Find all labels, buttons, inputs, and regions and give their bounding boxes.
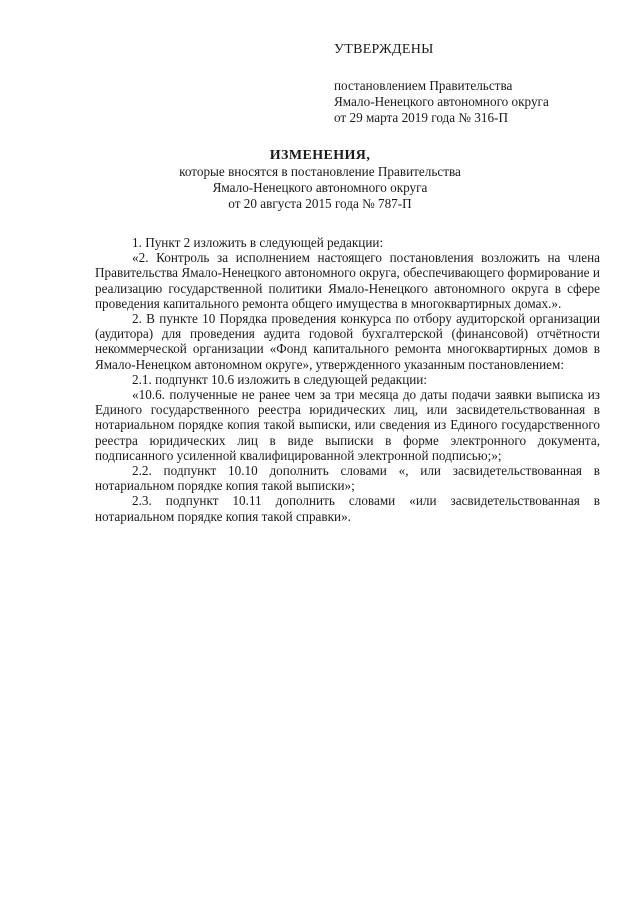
document-heading [90,148,550,212]
approval-line: Ямало-Ненецкого автономного округа [334,94,549,109]
paragraph-7: 2.3. подпункт 10.11 дополнить словами «или засвидетельствованная в нотариальном порядке копия такой справки». [95,493,600,524]
heading-line: Ямало-Ненецкого автономного округа [212,180,428,195]
paragraph-6: 2.2. подпункт 10.10 дополнить словами «, или засвидетельствованная в нотариальном порядке копия такой выписки»; [95,463,600,494]
heading-line: от 20 августа 2015 года № 787-П [228,196,412,211]
paragraph-4: 2.1. подпункт 10.6 изложить в следующей редакции: [132,371,428,387]
paragraph-5: «10.6. полученные не ранее чем за три месяца до даты подачи заявки выписка из Единого государственного реестра юридических лиц, или засвидетельствованная в нотариальном порядке копия такой выписки, или сведения из Единого государственного реестра юридических лиц в виде выписки в форме электронного документа, подписанного усиленной квалифицированной электронной подписью;»; [95,387,600,463]
paragraph-2: «2. Контроль за исполнением настоящего постановления возложить на члена Правительства Ямало-Ненецкого автономного округа, обеспечивающего формирование и реализацию государственной политики Ямало-Ненецкого автономного округа в сфере проведения капитального ремонта общего имущества в многоквартирных домах.». [95,250,600,311]
document-body [95,235,600,524]
approval-line: от 29 марта 2019 года № 316-П [334,110,508,125]
approval-line: постановлением Правительства [334,78,513,93]
document-title: ИЗМЕНЕНИЯ, [269,148,371,163]
paragraph-1: 1. Пункт 2 изложить в следующей редакции: [132,235,384,250]
paragraph-3: 2. В пункте 10 Порядка проведения конкурса по отбору аудиторской организации (аудитора) для проведения аудита годовой бухгалтерской (финансовой) отчётности некоммерческой организации «Фонд капитального ремонта многоквартирных домов в Ямало-Ненецком автономном округе», утвержденного указанным постановлением: [95,311,600,372]
approval-title: УТВЕРЖДЕНЫ [334,42,434,57]
approval-block [334,42,624,126]
heading-line: которые вносятся в постановление Правительства [179,164,461,179]
